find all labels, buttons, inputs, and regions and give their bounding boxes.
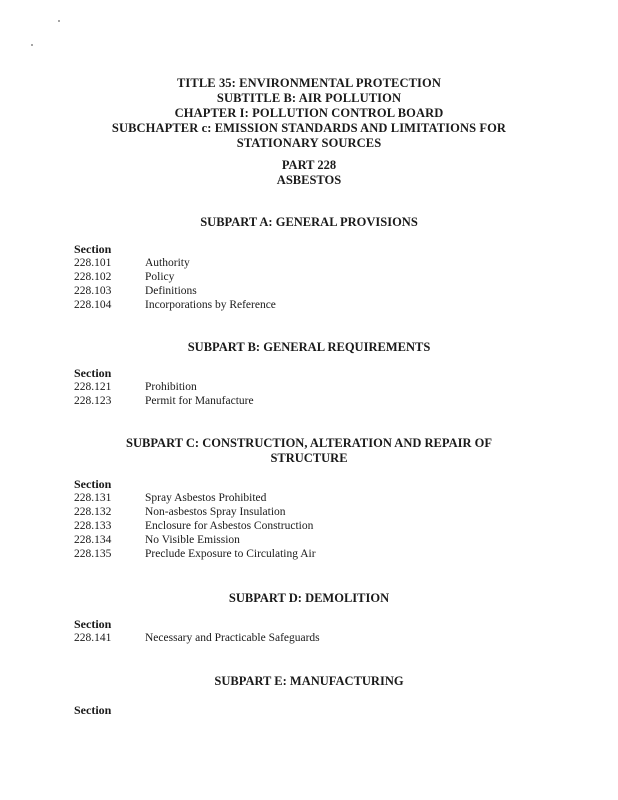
subpart-b-section-list <box>74 380 514 408</box>
section-title: Enclosure for Asbestos Construction <box>145 520 314 532</box>
section-number: 228.131 <box>74 492 112 504</box>
scan-speck <box>31 44 33 46</box>
section-title: Definitions <box>145 285 197 297</box>
section-title: Necessary and Practicable Safeguards <box>145 632 320 644</box>
section-row <box>74 270 514 284</box>
section-column-header: Section <box>74 617 112 631</box>
part-number: PART 228 <box>281 158 337 172</box>
section-title: Non-asbestos Spray Insulation <box>145 506 286 518</box>
subpart-title-line: SUBPART A: GENERAL PROVISIONS <box>200 215 418 229</box>
part-heading <box>60 158 558 188</box>
section-row <box>74 380 514 394</box>
section-title: Preclude Exposure to Circulating Air <box>145 548 316 560</box>
chapter-line: CHAPTER I: POLLUTION CONTROL BOARD <box>174 106 444 120</box>
section-row <box>74 519 514 533</box>
section-number: 228.135 <box>74 548 112 560</box>
subpart-title-line: SUBPART D: DEMOLITION <box>228 591 390 605</box>
section-number: 228.102 <box>74 271 112 283</box>
section-column-header: Section <box>74 242 112 256</box>
subpart-c-title <box>70 436 548 466</box>
section-row <box>74 394 514 408</box>
subpart-b-title <box>70 340 548 355</box>
document-heading <box>60 76 558 151</box>
title-line: TITLE 35: ENVIRONMENTAL PROTECTION <box>177 76 441 90</box>
subchapter-line: SUBCHAPTER c: EMISSION STANDARDS AND LIMITATIONS FOR <box>111 121 507 135</box>
section-row <box>74 298 514 312</box>
section-column-header: Section <box>74 477 112 491</box>
section-number: 228.123 <box>74 395 112 407</box>
section-title: Prohibition <box>145 381 197 393</box>
subtitle-line: SUBTITLE B: AIR POLLUTION <box>216 91 402 105</box>
scan-speck <box>58 20 60 22</box>
section-title: Incorporations by Reference <box>145 299 276 311</box>
section-title: Permit for Manufacture <box>145 395 254 407</box>
subpart-d-section-list <box>74 631 514 645</box>
subpart-e-title <box>70 674 548 689</box>
subpart-title-line: SUBPART C: CONSTRUCTION, ALTERATION AND REPAIR OF <box>126 436 492 450</box>
section-row <box>74 505 514 519</box>
section-number: 228.133 <box>74 520 112 532</box>
section-row <box>74 256 514 270</box>
section-number: 228.132 <box>74 506 112 518</box>
section-column-header: Section <box>74 366 112 380</box>
section-number: 228.104 <box>74 299 112 311</box>
section-row <box>74 491 514 505</box>
section-title: Authority <box>145 257 190 269</box>
subpart-a-title <box>70 215 548 230</box>
section-title: Spray Asbestos Prohibited <box>145 492 267 504</box>
section-row <box>74 533 514 547</box>
subpart-c-section-list <box>74 491 514 561</box>
subpart-title-line: STRUCTURE <box>270 451 348 465</box>
section-row <box>74 547 514 561</box>
subpart-a-section-list <box>74 256 514 312</box>
section-title: No Visible Emission <box>145 534 240 546</box>
section-column-header: Section <box>74 703 112 717</box>
subpart-title-line: SUBPART B: GENERAL REQUIREMENTS <box>187 340 431 354</box>
section-title: Policy <box>145 271 175 283</box>
section-row <box>74 284 514 298</box>
section-number: 228.103 <box>74 285 112 297</box>
part-name: ASBESTOS <box>276 173 342 187</box>
section-number: 228.141 <box>74 632 112 644</box>
section-number: 228.121 <box>74 381 112 393</box>
subchapter-line-continued: STATIONARY SOURCES <box>236 136 382 150</box>
subpart-d-title <box>70 591 548 606</box>
section-number: 228.101 <box>74 257 112 269</box>
section-row <box>74 631 514 645</box>
section-number: 228.134 <box>74 534 112 546</box>
subpart-title-line: SUBPART E: MANUFACTURING <box>214 674 404 688</box>
